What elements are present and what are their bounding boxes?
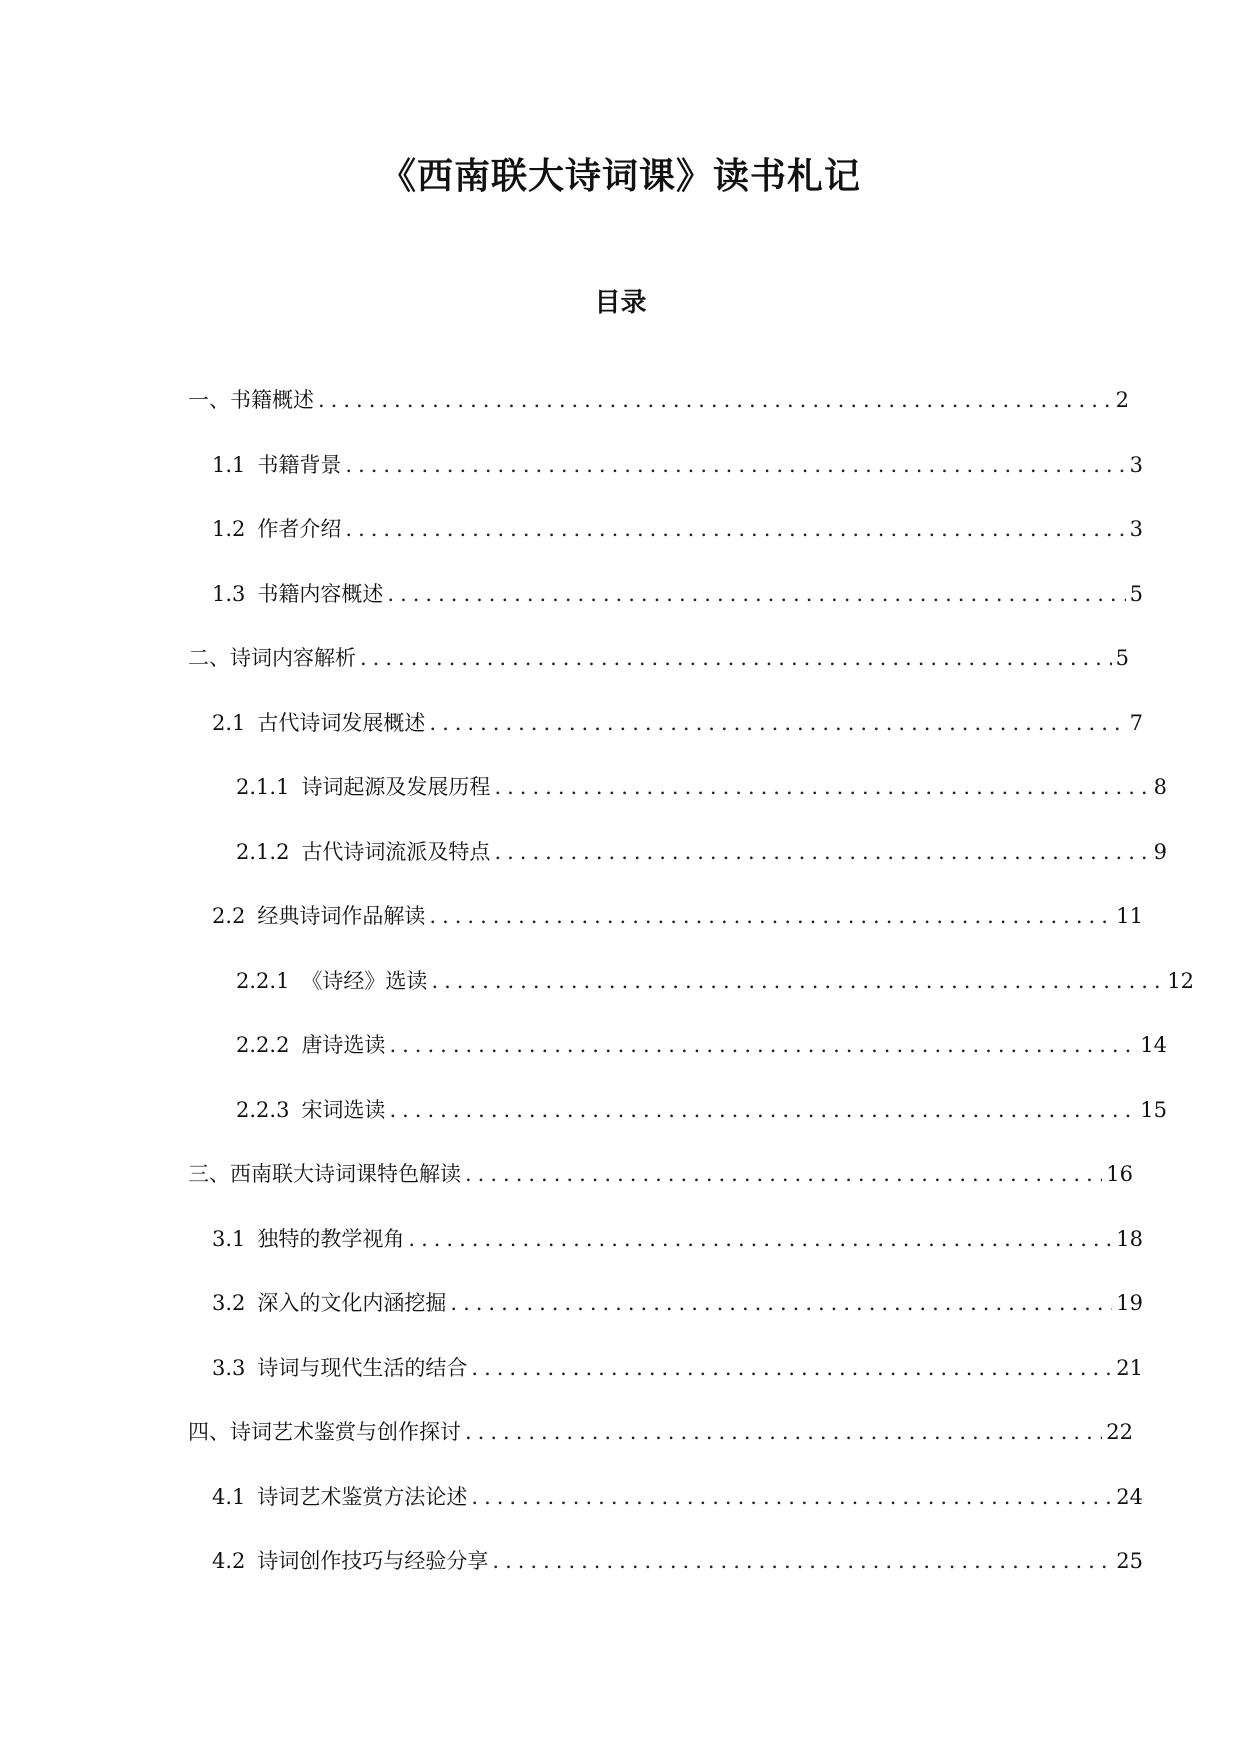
toc-entry-page: 24: [1116, 1484, 1143, 1509]
toc-entry[interactable]: [0, 966, 1194, 1031]
toc-entry[interactable]: [0, 1417, 1133, 1482]
toc-dot-leader: [450, 1288, 1112, 1318]
toc-dot-leader: [465, 1159, 1102, 1189]
toc-entry[interactable]: [0, 901, 1143, 966]
toc-entry-number: 1.2: [212, 517, 246, 541]
toc-dot-leader: [318, 385, 1112, 415]
toc-entry-label: 一、书籍概述: [188, 388, 314, 412]
toc-entry-number: 2.2.2: [236, 1033, 290, 1057]
toc-entry-label: 诗词艺术鉴赏方法论述: [257, 1484, 468, 1509]
toc-dot-leader: [471, 1482, 1112, 1512]
toc-dot-leader: [492, 1546, 1112, 1576]
toc-entry-label: 书籍背景: [257, 452, 342, 477]
toc-entry[interactable]: [0, 514, 1143, 579]
toc-entry-page: 15: [1140, 1097, 1167, 1122]
toc-dot-leader: [345, 450, 1125, 480]
toc-dot-leader: [408, 1224, 1112, 1254]
toc-entry-label: 三、西南联大诗词课特色解读: [188, 1162, 461, 1186]
toc-dot-leader: [431, 966, 1163, 996]
toc-entry[interactable]: [0, 1288, 1143, 1353]
toc-dot-leader: [387, 579, 1125, 609]
toc-entry-number: 4.2: [212, 1549, 246, 1573]
toc-heading: 目录: [594, 288, 647, 318]
toc-entry-label: 宋词选读: [301, 1097, 386, 1122]
toc-entry-page: 3: [1129, 517, 1143, 541]
toc-entry-page: 18: [1116, 1226, 1143, 1251]
toc-dot-leader: [389, 1030, 1136, 1060]
toc-dot-leader: [360, 643, 1112, 673]
toc-entry[interactable]: [0, 1546, 1143, 1611]
toc-entry-number: 2.2.3: [236, 1097, 290, 1122]
toc-entry-label: 经典诗词作品解读: [257, 904, 426, 928]
toc-dot-leader: [494, 837, 1149, 867]
toc-entry-page: 3: [1129, 452, 1143, 477]
toc-entry-page: 8: [1153, 775, 1167, 799]
toc-entry-label: 古代诗词发展概述: [257, 710, 426, 735]
toc-entry-page: 25: [1116, 1549, 1143, 1573]
toc-entry[interactable]: [0, 1353, 1143, 1418]
toc-dot-leader: [494, 772, 1149, 802]
toc-entry-label: 书籍内容概述: [257, 581, 384, 606]
toc-entry-label: 深入的文化内涵挖掘: [257, 1291, 447, 1315]
toc-entry-number: 2.1.2: [236, 839, 290, 864]
toc-entry-label: 作者介绍: [257, 517, 342, 541]
table-of-contents: [0, 385, 1241, 1611]
toc-entry[interactable]: [0, 708, 1143, 773]
toc-entry-number: 2.2.1: [236, 968, 290, 993]
toc-entry-label: 诗词与现代生活的结合: [257, 1355, 468, 1380]
toc-entry-label: 诗词创作技巧与经验分享: [257, 1549, 489, 1573]
toc-entry-page: 9: [1153, 839, 1167, 864]
toc-entry-page: 22: [1106, 1420, 1133, 1444]
toc-entry-label: 唐诗选读: [301, 1033, 386, 1057]
toc-entry-number: 4.1: [212, 1484, 246, 1509]
toc-entry-label: 《诗经》选读: [301, 968, 428, 993]
toc-entry[interactable]: [0, 1159, 1133, 1224]
toc-entry-number: 3.3: [212, 1355, 246, 1380]
toc-entry-page: 19: [1116, 1291, 1143, 1315]
toc-entry[interactable]: [0, 450, 1143, 515]
toc-dot-leader: [471, 1353, 1112, 1383]
toc-dot-leader: [389, 1095, 1136, 1125]
toc-dot-leader: [429, 901, 1112, 931]
toc-entry[interactable]: [0, 772, 1167, 837]
toc-entry-page: 5: [1115, 646, 1129, 670]
toc-entry-page: 12: [1167, 968, 1194, 993]
toc-entry[interactable]: [0, 1482, 1143, 1547]
toc-entry-label: 古代诗词流派及特点: [301, 839, 491, 864]
toc-entry[interactable]: [0, 837, 1167, 902]
toc-entry-page: 11: [1116, 904, 1143, 928]
toc-entry[interactable]: [0, 579, 1143, 644]
toc-entry-page: 16: [1106, 1162, 1133, 1186]
toc-entry-page: 14: [1140, 1033, 1167, 1057]
document-title: 《西南联大诗词课》读书札记: [379, 155, 861, 197]
toc-entry-page: 7: [1129, 710, 1143, 735]
toc-entry[interactable]: [0, 643, 1129, 708]
toc-entry-number: 3.2: [212, 1291, 246, 1315]
toc-entry[interactable]: [0, 1224, 1143, 1289]
toc-entry-number: 3.1: [212, 1226, 246, 1251]
toc-entry-page: 5: [1129, 581, 1143, 606]
toc-entry-number: 1.3: [212, 581, 246, 606]
toc-entry-number: 2.2: [212, 904, 246, 928]
toc-entry-page: 2: [1115, 388, 1129, 412]
toc-dot-leader: [429, 708, 1125, 738]
toc-dot-leader: [345, 514, 1125, 544]
toc-entry-label: 诗词起源及发展历程: [301, 775, 491, 799]
toc-entry-page: 21: [1116, 1355, 1143, 1380]
toc-entry-label: 二、诗词内容解析: [188, 646, 356, 670]
toc-entry[interactable]: [0, 1030, 1167, 1095]
toc-entry-number: 2.1: [212, 710, 246, 735]
toc-entry-number: 1.1: [212, 452, 246, 477]
toc-entry[interactable]: [0, 1095, 1167, 1160]
toc-entry-number: 2.1.1: [236, 775, 290, 799]
toc-entry-label: 四、诗词艺术鉴赏与创作探讨: [188, 1420, 461, 1444]
toc-dot-leader: [465, 1417, 1102, 1447]
toc-entry[interactable]: [0, 385, 1129, 450]
toc-entry-label: 独特的教学视角: [257, 1226, 405, 1251]
